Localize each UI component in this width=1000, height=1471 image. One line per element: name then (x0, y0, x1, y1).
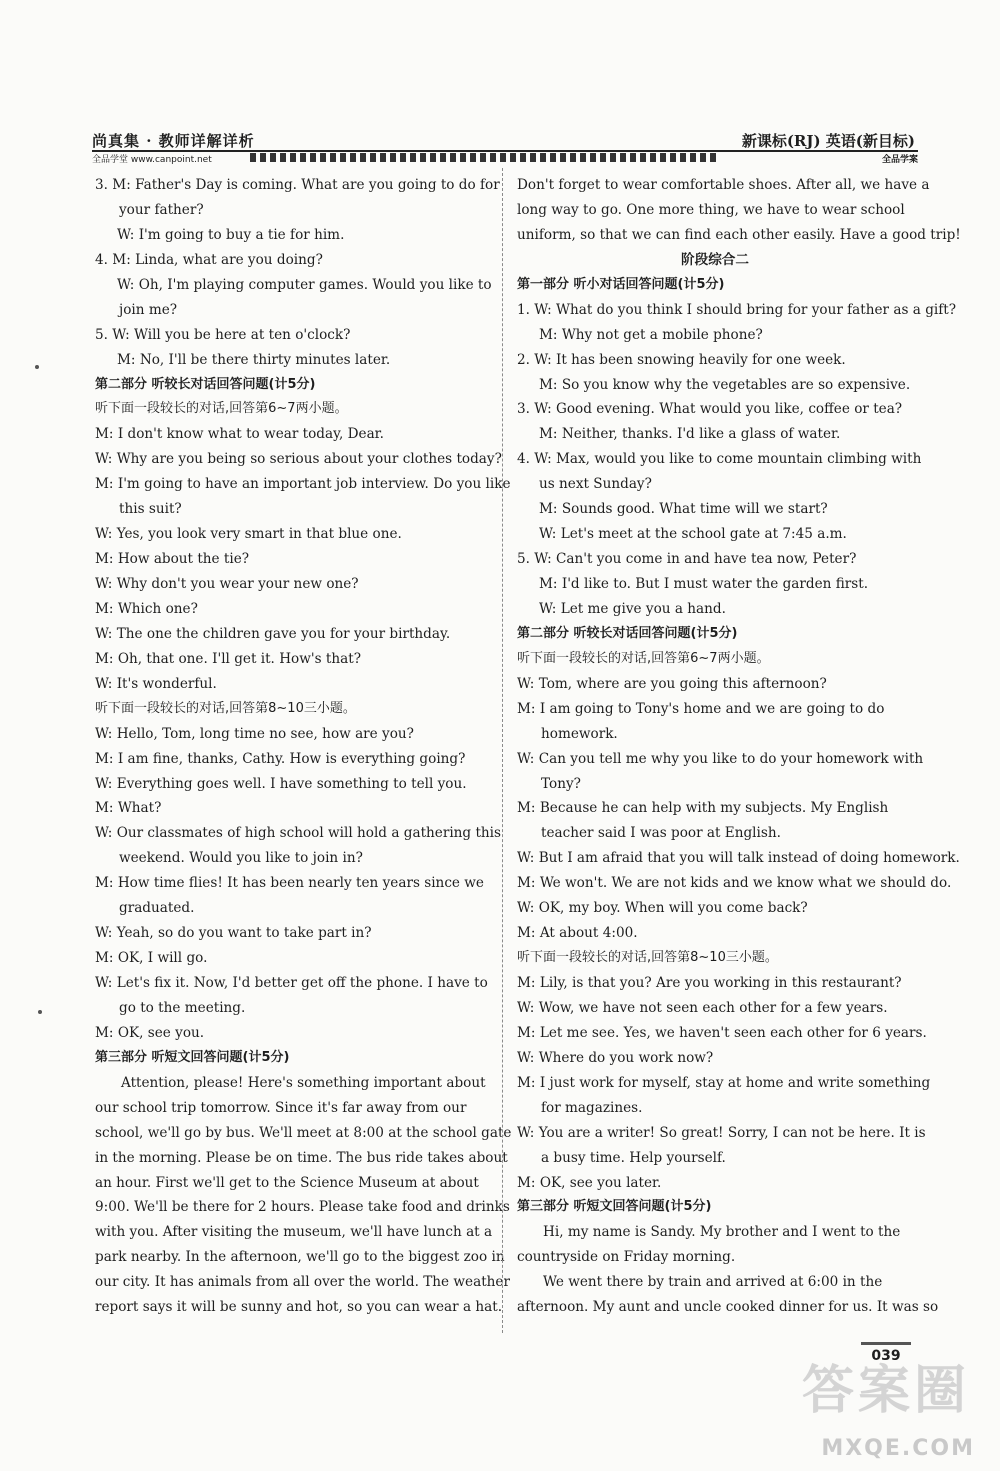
text-line: W: Hello, Tom, long time no see, how are you? (95, 725, 414, 742)
instruction-line: 听下面一段较长的对话,回答第6~7两小题。 (95, 401, 348, 417)
text-line: graduated. (119, 900, 195, 917)
header-edition: 新课标(RJ) 英语(新目标) (741, 132, 915, 150)
text-line: W: Why don't you wear your new one? (95, 576, 359, 592)
left-column (95, 173, 512, 1320)
text-line: with you. After visiting the museum, we'll have lunch at a (95, 1224, 493, 1241)
text-line: M: So you know why the vegetables are so expensive. (539, 376, 911, 393)
page-number: 039 (871, 1348, 901, 1364)
section-heading: 第二部分 听较长对话回答问题(计5分) (517, 625, 738, 641)
text-line: afternoon. My aunt and uncle cooked dinner for us. It was so (517, 1299, 939, 1316)
header-dash-strip (250, 153, 720, 162)
text-line: W: It's wonderful. (95, 675, 217, 692)
text-line: M: Why not get a mobile phone? (539, 326, 763, 343)
text-line: M: Let me see. Yes, we haven't seen each other for 6 years. (517, 1024, 927, 1041)
text-line: W: Everything goes well. I have something to tell you. (95, 775, 467, 792)
text-line: M: OK, I will go. (95, 950, 208, 967)
text-line: W: I'm going to buy a tie for him. (117, 226, 345, 243)
section-heading: 第一部分 听小对话回答问题(计5分) (517, 276, 725, 292)
instruction-line: 听下面一段较长的对话,回答第8~10三小题。 (517, 950, 778, 966)
right-column (517, 173, 961, 1320)
text-line: M: Because he can help with my subjects. My English (517, 800, 889, 817)
text-line: M: OK, see you. (95, 1024, 205, 1041)
text-line: M: I am fine, thanks, Cathy. How is everything going? (95, 750, 466, 767)
text-line: join me? (119, 301, 178, 318)
text-line: W: Where do you work now? (517, 1049, 714, 1066)
text-line: W: OK, my boy. When will you come back? (517, 900, 808, 917)
text-line: long way to go. One more thing, we have to wear school (517, 201, 905, 218)
text-line: 4. M: Linda, what are you doing? (95, 251, 323, 268)
text-line: M: Oh, that one. I'll get it. How's that? (95, 650, 361, 667)
text-line: an hour. First we'll get to the Science Museum at about (95, 1174, 479, 1191)
text-line: M: I am going to Tony's home and we are going to do (517, 700, 885, 717)
text-line: M: I'd like to. But I must water the garden first. (539, 576, 869, 592)
text-line: Tony? (541, 775, 581, 792)
header-brand: 全品学案 (881, 155, 918, 165)
text-line: 5. W: Can't you come in and have tea now, Peter? (517, 551, 857, 568)
text-line: W: Let's fix it. Now, I'd better get off the phone. I have to (95, 975, 488, 991)
text-line: park nearby. In the afternoon, we'll go to the biggest zoo in (95, 1249, 505, 1266)
text-line: W: But I am afraid that you will talk instead of doing homework. (517, 850, 960, 867)
text-line: this suit? (119, 501, 182, 518)
text-line: M: We won't. We are not kids and we know what we should do. (517, 875, 952, 892)
instruction-line: 听下面一段较长的对话,回答第6~7两小题。 (517, 650, 770, 666)
text-line: M: I don't know what to wear today, Dear. (95, 426, 384, 443)
text-line: M: OK, see you later. (517, 1174, 662, 1191)
scan-speck (35, 365, 39, 369)
text-line: M: How about the tie? (95, 551, 250, 568)
text-line: W: Can you tell me why you like to do your homework with (517, 750, 924, 767)
text-line: W: The one the children gave you for your birthday. (95, 625, 451, 642)
text-line: W: Our classmates of high school will hold a gathering this (95, 825, 501, 842)
text-line: M: I just work for myself, stay at home and write something (517, 1074, 931, 1091)
header-book-title: 尚真集 · 教师详解详析 (92, 132, 255, 150)
text-line: go to the meeting. (119, 999, 246, 1016)
text-line: W: Let me give you a hand. (539, 600, 726, 617)
text-line: W: You are a writer! So great! Sorry, I can not be here. It is (517, 1124, 926, 1141)
text-line: countryside on Friday morning. (517, 1249, 736, 1266)
text-line: our school trip tomorrow. Since it's far away from our (95, 1099, 467, 1116)
text-line: Attention, please! Here's something important about (121, 1074, 486, 1091)
watermark-url: MXQE.COM (821, 1436, 975, 1461)
text-line: Don't forget to wear comfortable shoes. After all, we have a (517, 177, 930, 193)
text-line: 3. M: Father's Day is coming. What are you going to do for (95, 177, 500, 193)
header-rule (92, 150, 918, 152)
text-line: homework. (541, 725, 618, 742)
text-line: M: At about 4:00. (517, 925, 638, 942)
scan-speck (38, 1010, 42, 1014)
text-line: in the morning. Please be on time. The bus ride takes about (95, 1149, 508, 1166)
text-line: M: I'm going to have an important job interview. Do you like (95, 476, 511, 493)
section-heading: 阶段综合二 (681, 251, 749, 268)
text-line: M: Which one? (95, 600, 198, 617)
text-line: M: No, I'll be there thirty minutes later. (117, 351, 391, 368)
text-line: teacher said I was poor at English. (541, 825, 781, 842)
watermark-logo: 答案圈 (801, 1361, 970, 1421)
text-line: W: Let's meet at the school gate at 7:45 a.m. (539, 526, 847, 543)
instruction-line: 听下面一段较长的对话,回答第8~10三小题。 (95, 700, 356, 716)
text-line: M: How time flies! It has been nearly ten years since we (95, 875, 484, 892)
text-line: W: Yes, you look very smart in that blue one. (95, 526, 402, 543)
text-line: weekend. Would you like to join in? (119, 850, 363, 867)
text-line: school, we'll go by bus. We'll meet at 8:00 at the school gate (95, 1124, 512, 1141)
text-line: 2. W: It has been snowing heavily for one week. (517, 351, 846, 368)
text-line: M: Lily, is that you? Are you working in this restaurant? (517, 975, 902, 991)
text-line: W: Tom, where are you going this afternoon? (517, 675, 827, 692)
text-line: 1. W: What do you think I should bring for your father as a gift? (517, 301, 957, 318)
text-line: W: Wow, we have not seen each other for a few years. (517, 999, 888, 1016)
section-heading: 第二部分 听较长对话回答问题(计5分) (95, 376, 316, 392)
text-line: 4. W: Max, would you like to come mountain climbing with (517, 451, 922, 468)
text-line: us next Sunday? (539, 476, 652, 493)
text-line: We went there by train and arrived at 6:00 in the (543, 1274, 883, 1291)
section-heading: 第三部分 听短文回答问题(计5分) (517, 1199, 712, 1215)
text-line: W: Why are you being so serious about your clothes today? (95, 451, 502, 468)
text-line: a busy time. Help yourself. (541, 1149, 726, 1166)
text-line: M: Neither, thanks. I'd like a glass of water. (539, 426, 841, 443)
text-line: M: Sounds good. What time will we start? (539, 501, 828, 518)
section-heading: 第三部分 听短文回答问题(计5分) (95, 1049, 290, 1065)
text-line: Hi, my name is Sandy. My brother and I went to the (543, 1224, 901, 1241)
text-line: 3. W: Good evening. What would you like, coffee or tea? (517, 401, 903, 418)
text-line: M: What? (95, 800, 162, 817)
text-line: W: Yeah, so do you want to take part in? (95, 925, 372, 942)
text-line: for magazines. (541, 1099, 643, 1116)
text-line: 9:00. We'll be there for 2 hours. Please take food and drinks (95, 1199, 510, 1216)
text-line: report says it will be sunny and hot, so you can wear a hat. (95, 1299, 503, 1316)
text-line: your father? (119, 201, 204, 218)
column-divider (502, 168, 503, 1333)
text-line: uniform, so that we can find each other easily. Have a good trip! (517, 226, 961, 243)
text-line: W: Oh, I'm playing computer games. Would you like to (117, 276, 492, 293)
text-line: 5. W: Will you be here at ten o'clock? (95, 326, 351, 343)
text-line: our city. It has animals from all over the world. The weather (95, 1274, 510, 1291)
header-site: 全品学堂 www.canpoint.net (92, 155, 212, 165)
